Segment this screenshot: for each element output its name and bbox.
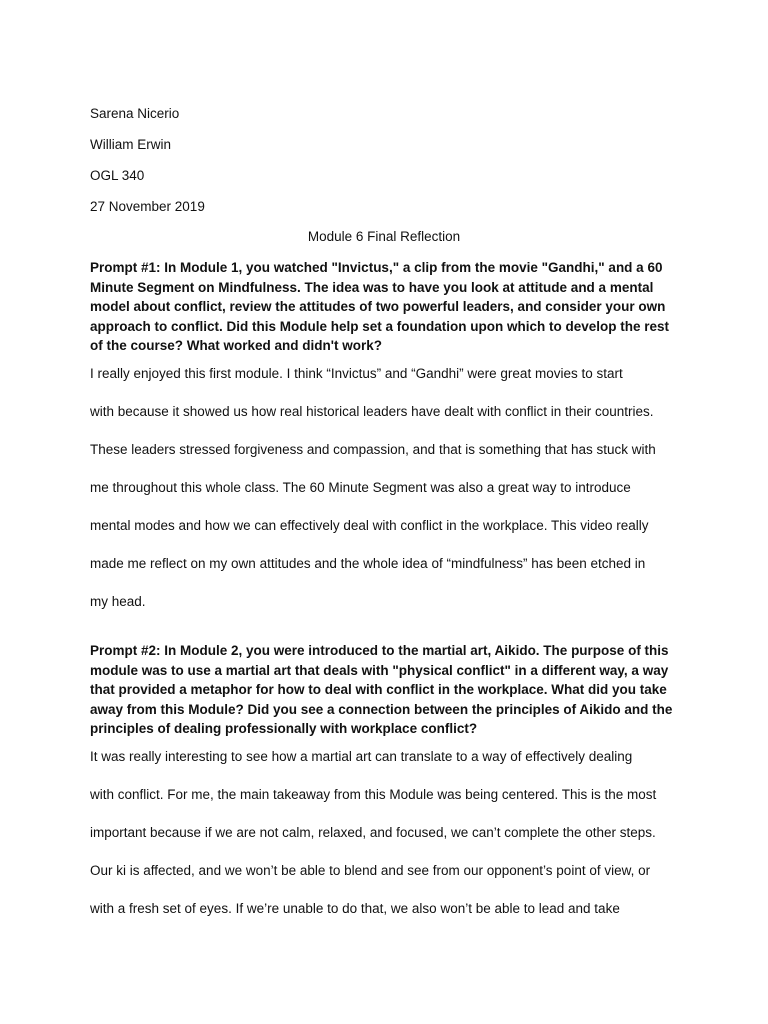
answer-line: my head.: [90, 594, 146, 609]
prompt-1: [90, 258, 680, 356]
course-code: OGL 340: [90, 168, 145, 183]
instructor-name: William Erwin: [90, 137, 171, 152]
prompt-1-line: of the course? What worked and didn't work?: [90, 338, 382, 353]
answer-line: I really enjoyed this first module. I think “Invictus” and “Gandhi” were great movies to start: [90, 366, 623, 381]
answer-line: These leaders stressed forgiveness and compassion, and that is something that has stuck with: [90, 442, 656, 457]
prompt-2-line: Prompt #2: In Module 2, you were introduced to the martial art, Aikido. The purpose of this: [90, 643, 669, 658]
prompt-1-line: Minute Segment on Mindfulness. The idea was to have you look at attitude and a mental: [90, 279, 654, 295]
prompt-1-line: Prompt #1: In Module 1, you watched "Invictus," a clip from the movie "Gandhi," and a 60: [90, 260, 663, 275]
answer-line: me throughout this whole class. The 60 Minute Segment was also a great way to introduce: [90, 480, 631, 495]
prompt-1-line: model about conflict, review the attitudes of two powerful leaders, and consider your own: [90, 299, 666, 314]
date: 27 November 2019: [90, 199, 205, 214]
document-title: Module 6 Final Reflection: [307, 229, 461, 244]
answer-line: Our ki is affected, and we won’t be able to blend and see from our opponent’s point of view, or: [90, 863, 651, 878]
answer-line: with because it showed us how real historical leaders have dealt with conflict in their countries.: [90, 404, 654, 419]
answer-line: made me reflect on my own attitudes and the whole idea of “mindfulness” has been etched in: [90, 556, 646, 571]
prompt-1-line: approach to conflict. Did this Module help set a foundation upon which to develop the rest: [90, 318, 670, 334]
prompt-2-line: module was to use a martial art that deals with "physical conflict" in a different way, a way: [90, 662, 669, 678]
prompt-2: [90, 641, 680, 739]
student-name: Sarena Nicerio: [90, 106, 180, 121]
answer-line: with conflict. For me, the main takeaway from this Module was being centered. This is the most: [90, 787, 657, 802]
answer-line: mental modes and how we can effectively deal with conflict in the workplace. This video really: [90, 518, 649, 533]
prompt-2-line: that provided a metaphor for how to deal with conflict in the workplace. What did you take: [90, 682, 667, 697]
prompt-2-line: principles of dealing professionally with workplace conflict?: [90, 721, 478, 736]
answer-line: It was really interesting to see how a martial art can translate to a way of effectively dealing: [90, 749, 633, 764]
answer-line: important because if we are not calm, relaxed, and focused, we can’t complete the other steps.: [90, 825, 656, 840]
prompt-2-line: away from this Module? Did you see a connection between the principles of Aikido and the: [90, 701, 673, 717]
answer-line: with a fresh set of eyes. If we’re unable to do that, we also won’t be able to lead and take: [90, 901, 620, 916]
